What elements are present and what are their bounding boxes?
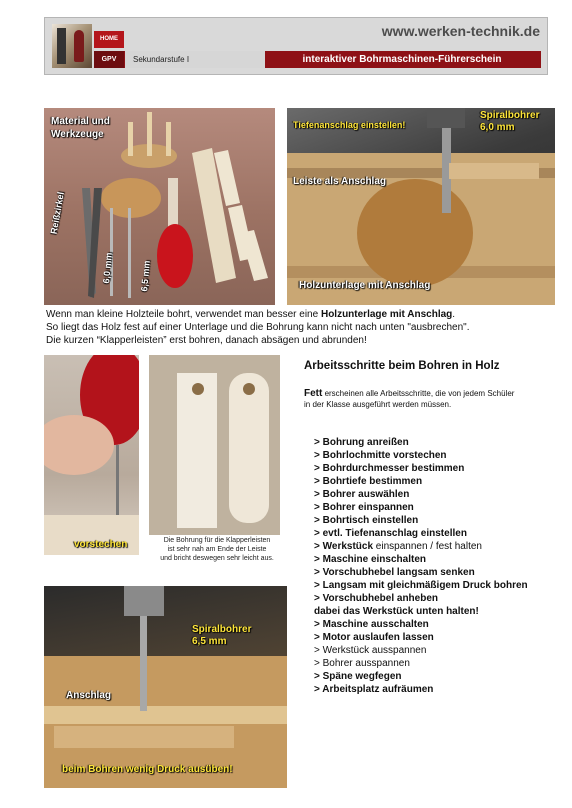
twist-drill-65-label-line1: Spiralbohrer bbox=[192, 624, 252, 635]
center-punch-photo bbox=[44, 355, 139, 555]
drill-press-icon bbox=[57, 28, 66, 64]
twist-drill-label-line2: 6,0 mm bbox=[480, 122, 515, 133]
materials-photo bbox=[44, 108, 275, 305]
step-item: > Bohrer ausspannen bbox=[314, 658, 410, 669]
step-item: > evtl. Tiefenanschlag einstellen bbox=[314, 528, 467, 539]
step-item: > Vorschubhebel langsam senken bbox=[314, 567, 475, 578]
steps-title: Arbeitsschritte beim Bohren in Holz bbox=[304, 360, 500, 372]
clapper-strips-illustration bbox=[149, 355, 280, 535]
gpv-button[interactable]: GPV bbox=[94, 51, 124, 68]
step-item: > Bohrer auswählen bbox=[314, 489, 410, 500]
step-item: > Bohrung anreißen bbox=[314, 437, 409, 448]
materials-title-line2: Werkzeuge bbox=[51, 129, 104, 140]
step-item: > Arbeitsplatz aufräumen bbox=[314, 684, 434, 695]
center-punch-illustration bbox=[44, 355, 139, 555]
compass-label: Reißzirkel bbox=[48, 191, 66, 235]
pressure-note: beim Bohren wenig Druck ausüben! bbox=[62, 764, 233, 775]
step-item: > Maschine einschalten bbox=[314, 554, 426, 565]
intro-line1: Wenn man kleine Holzteile bohrt, verwendet man besser eine Holzunterlage mit Anschlag. bbox=[46, 309, 456, 320]
twist-drill-label-line1: Spiralbohrer bbox=[480, 110, 540, 121]
step-item: > Werkstück ausspannen bbox=[314, 645, 427, 656]
center-punch-label: vorstechen bbox=[74, 539, 128, 550]
clapper-strips-photo bbox=[149, 355, 280, 535]
person-icon bbox=[74, 30, 84, 62]
step-item: > Bohrtiefe bestimmen bbox=[314, 476, 423, 487]
materials-title-line1: Material und bbox=[51, 116, 110, 127]
intro-line3: Die kurzen “Klapperleisten” erst bohren, danach absägen und abrunden! bbox=[46, 335, 367, 346]
step-item: > Späne wegfegen bbox=[314, 671, 402, 682]
home-button[interactable]: HOME bbox=[94, 31, 124, 48]
step-item: > Bohrlochmitte vorstechen bbox=[314, 450, 447, 461]
steps-note: Fett erscheinen alle Arbeitsschritte, die von jedem Schüler in der Klasse ausgeführt werden müssen. bbox=[304, 388, 515, 409]
clapper-caption: Die Bohrung für die Klapperleisten ist sehr nah am Ende der Leiste und bricht deswegen sehr leicht aus. bbox=[160, 537, 274, 562]
base-label: Holzunterlage mit Anschlag bbox=[299, 280, 431, 291]
intro-text bbox=[46, 308, 556, 347]
step-item: > Werkstück einspannen / fest halten bbox=[314, 541, 482, 552]
drilling-illustration bbox=[44, 586, 287, 788]
setup-photo bbox=[287, 108, 555, 305]
step-item: > Motor auslaufen lassen bbox=[314, 632, 434, 643]
step-item: > Vorschubhebel anheben bbox=[314, 593, 439, 604]
stop-label: Anschlag bbox=[66, 690, 112, 701]
drill-65mm-label: 6,5 mm bbox=[139, 260, 152, 292]
step-item: > Maschine ausschalten bbox=[314, 619, 429, 630]
drill-6mm-label: 6,0 mm bbox=[101, 252, 114, 284]
strip-stop-label: Leiste als Anschlag bbox=[293, 176, 386, 187]
level-label: Sekundarstufe I bbox=[125, 51, 265, 68]
depth-stop-label: Tiefenanschlag einstellen! bbox=[293, 120, 406, 130]
step-item: > Langsam mit gleichmäßigem Druck bohren bbox=[314, 580, 528, 591]
step-item: > Bohrer einspannen bbox=[314, 502, 414, 513]
page-subtitle: interaktiver Bohrmaschinen-Führerschein bbox=[302, 54, 502, 65]
step-item: > Bohrtisch einstellen bbox=[314, 515, 419, 526]
intro-line2: So liegt das Holz fest auf einer Unterlage und die Bohrung kann nicht nach unten "ausbrechen". bbox=[46, 322, 470, 333]
step-item: > Bohrdurchmesser bestimmen bbox=[314, 463, 465, 474]
site-url[interactable]: www.werken-technik.de bbox=[381, 23, 540, 39]
steps-list bbox=[314, 436, 528, 696]
header-logo-photo bbox=[52, 24, 92, 68]
drilling-photo bbox=[44, 586, 287, 788]
setup-illustration bbox=[287, 108, 555, 305]
twist-drill-65-label-line2: 6,5 mm bbox=[192, 636, 227, 647]
step-item: dabei das Werkstück unten halten! bbox=[314, 606, 479, 617]
